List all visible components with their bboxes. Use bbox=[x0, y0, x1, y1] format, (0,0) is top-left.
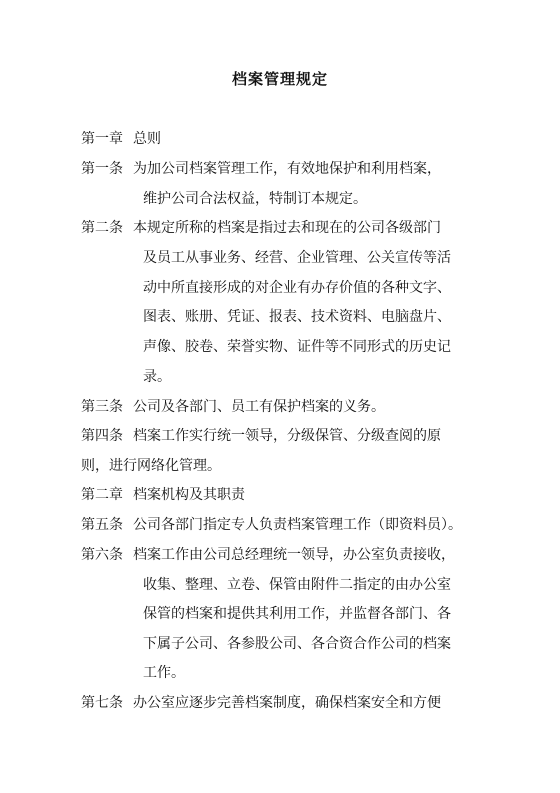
continuation-line bbox=[81, 455, 221, 475]
continuation-line bbox=[143, 603, 451, 623]
article-line bbox=[81, 396, 385, 416]
continuation-line bbox=[143, 574, 451, 594]
article-text: 保管的档案和提供其利用工作，并监督各部门、各 bbox=[143, 606, 451, 622]
chapter-title: 总则 bbox=[133, 131, 161, 147]
continuation-line bbox=[143, 306, 451, 326]
article-text: 为加公司档案管理工作，有效地保护和利用档案， bbox=[133, 161, 441, 177]
article-text: 下属子公司、各参股公司、各合资合作公司的档案 bbox=[143, 636, 451, 652]
article-label: 第七条 bbox=[81, 695, 123, 711]
continuation-line bbox=[143, 277, 451, 297]
article-line bbox=[81, 514, 462, 534]
article-label: 第六条 bbox=[81, 547, 123, 563]
chapter-label: 第二章 bbox=[81, 487, 123, 503]
article-text: 工作。 bbox=[143, 665, 185, 681]
article-text: 办公室应逐步完善档案制度，确保档案安全和方便 bbox=[133, 695, 441, 711]
continuation-line bbox=[143, 336, 451, 356]
article-label: 第四条 bbox=[81, 428, 123, 444]
article-line bbox=[81, 425, 441, 445]
chapter-label: 第一章 bbox=[81, 131, 123, 147]
chapter-title: 档案机构及其职责 bbox=[133, 487, 245, 503]
continuation-line bbox=[143, 247, 451, 267]
article-label: 第一条 bbox=[81, 161, 123, 177]
article-text: 则，进行网络化管理。 bbox=[81, 458, 221, 474]
continuation-line bbox=[143, 662, 185, 682]
article-text: 收集、整理、立卷、保管由附件二指定的由办公室 bbox=[143, 577, 451, 593]
continuation-line bbox=[143, 366, 171, 386]
article-text: 公司及各部门、员工有保护档案的义务。 bbox=[133, 399, 385, 415]
article-text: 维护公司合法权益，特制订本规定。 bbox=[143, 191, 367, 207]
article-line bbox=[81, 692, 441, 712]
chapter-heading bbox=[81, 484, 245, 504]
continuation-line bbox=[143, 633, 451, 653]
article-line bbox=[81, 544, 455, 564]
article-text: 公司各部门指定专人负责档案管理工作（即资料员）。 bbox=[133, 517, 462, 533]
article-text: 档案工作由公司总经理统一领导，办公室负责接收， bbox=[133, 547, 455, 563]
article-text: 及员工从事业务、经营、企业管理、公关宣传等活 bbox=[143, 250, 451, 266]
article-label: 第三条 bbox=[81, 399, 123, 415]
article-text: 本规定所称的档案是指过去和现在的公司各级部门 bbox=[133, 220, 441, 236]
article-line bbox=[81, 158, 441, 178]
document-title: 档案管理规定 bbox=[231, 70, 328, 88]
continuation-line bbox=[143, 188, 367, 208]
article-text: 动中所直接形成的对企业有办存价值的各种文字、 bbox=[143, 280, 451, 296]
chapter-heading bbox=[81, 128, 161, 148]
article-text: 录。 bbox=[143, 369, 171, 385]
article-text: 档案工作实行统一领导，分级保管、分级查阅的原 bbox=[133, 428, 441, 444]
article-label: 第二条 bbox=[81, 220, 123, 236]
article-text: 图表、账册、凭证、报表、技术资料、电脑盘片、 bbox=[143, 309, 451, 325]
article-text: 声像、胶卷、荣誉实物、证件等不同形式的历史记 bbox=[143, 339, 451, 355]
article-label: 第五条 bbox=[81, 517, 123, 533]
article-line bbox=[81, 217, 441, 237]
